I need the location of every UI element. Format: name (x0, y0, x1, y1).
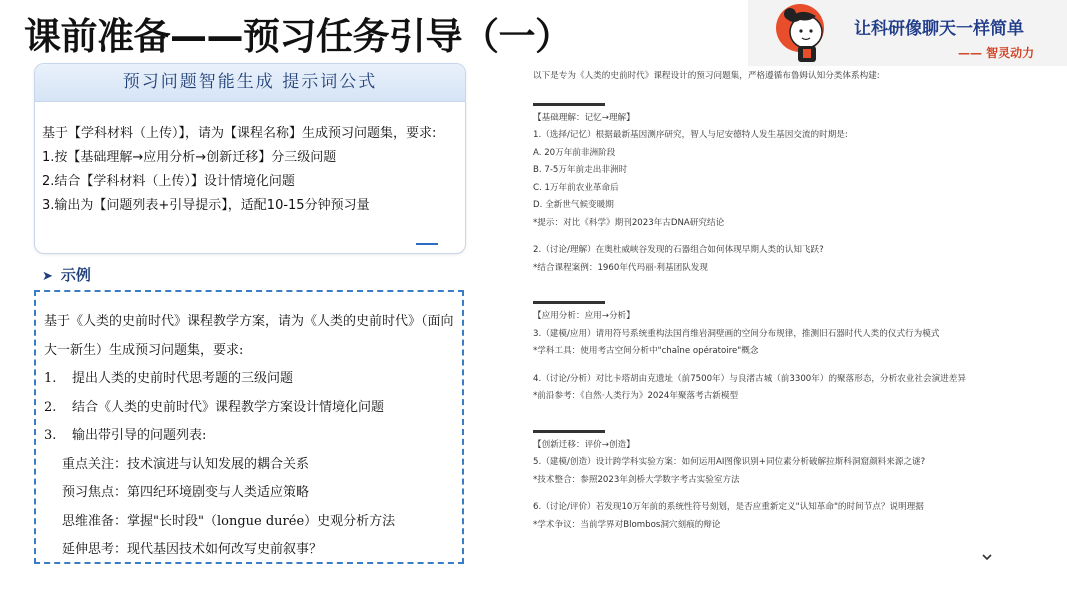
formula-header: 预习问题智能生成 提示词公式 (35, 64, 465, 102)
section-header: 【应用分析：应用→分析】 (533, 311, 635, 321)
result-line: *提示：对比《科学》期刊2023年古DNA研究结论 (533, 217, 725, 228)
brand-banner (748, 0, 1067, 66)
cartoon-mascot-icon (770, 2, 850, 64)
example-sub-item: 思维准备：掌握"长时段"（longue durée）史观分析方法 (62, 513, 396, 529)
result-line: *技术整合：参照2023年剑桥大学数字考古实验室方法 (533, 474, 740, 485)
result-line: *学科工具：使用考古空间分析中"chaîne opératoire"概念 (533, 346, 759, 356)
example-sub-item: 延伸思考：现代基因技术如何改写史前叙事？ (62, 542, 323, 557)
example-item: 1. 提出人类的史前时代思考题的三级问题 (44, 371, 294, 386)
result-line: A. 20万年前非洲阶段 (533, 147, 616, 158)
example-prompt-box (34, 290, 464, 564)
generated-result-panel (533, 68, 1013, 534)
section-divider (533, 103, 605, 106)
brand-subtitle: —— 智灵动力 (958, 46, 1035, 60)
chevron-down-icon[interactable] (980, 550, 994, 564)
result-line: 4.（讨论/分析）对比卡塔胡由克遗址（前7500年）与良渚古城（前3300年）的聚落形态，分析农业社会演进差异 (533, 373, 966, 384)
result-line: *学术争议：当前学界对Blombos洞穴刻痕的辩论 (533, 519, 721, 530)
example-item: 2. 结合《人类的史前时代》课程教学方案设计情境化问题 (44, 399, 385, 415)
section-divider (533, 430, 605, 433)
result-line: C. 1万年前农业革命后 (533, 182, 619, 193)
prompt-formula-card (34, 63, 466, 254)
example-label: 示例 (60, 266, 91, 284)
formula-line: 基于【学科材料（上传）】，请为【课程名称】生成预习问题集，要求: (42, 126, 437, 141)
result-line: 1.（选择/记忆）根据最新基因测序研究，智人与尼安德特人发生基因交流的时期是: (533, 130, 848, 140)
decorative-dash (416, 243, 438, 245)
example-intro: 基于《人类的史前时代》课程教学方案，请为《人类的史前时代》（面向大一新生）生成预习问题集，要求: (44, 314, 454, 358)
formula-line: 1.按【基础理解→应用分析→创新迁移】分三级问题 (42, 150, 337, 165)
section-header: 【基础理解：记忆→理解】 (533, 112, 635, 123)
result-line: 6.（讨论/评价）若发现10万年前的系统性符号刻划，是否应重新定义"认知革命"的时间节点？说明理据 (533, 502, 924, 512)
section-header: 【创新迁移：评价→创造】 (533, 439, 635, 450)
example-sub-item: 预习焦点：第四纪环境剧变与人类适应策略 (62, 485, 310, 500)
result-line: 2.（讨论/理解）在奥杜威峡谷发现的石器组合如何体现早期人类的认知飞跃? (533, 245, 824, 255)
result-line: B. 7-5万年前走出非洲时 (533, 165, 628, 175)
result-intro: 以下是专为《人类的史前时代》课程设计的预习问题集，严格遵循布鲁姆认知分类体系构建: (533, 71, 880, 81)
formula-line: 3.输出为【问题列表+引导提示】，适配10-15分钟预习量 (42, 198, 370, 213)
formula-line: 2.结合【学科材料（上传）】设计情境化问题 (42, 174, 295, 189)
example-heading (42, 264, 91, 285)
result-line: D. 全新世气候变暖期 (533, 200, 614, 210)
arrow-bullet-icon: ➤ (42, 269, 53, 284)
result-line: *结合课程案例：1960年代玛丽·利基团队发现 (533, 262, 708, 273)
section-divider (533, 301, 605, 304)
result-line: 5.（建模/创造）设计跨学科实验方案：如何运用AI图像识别+同位素分析破解拉斯科洞窟颜料来源之谜? (533, 457, 926, 467)
brand-slogan: 让科研像聊天一样简单 (854, 19, 1024, 39)
example-sub-item: 重点关注：技术演进与认知发展的耦合关系 (62, 456, 310, 472)
formula-body (35, 102, 465, 218)
example-item: 3. 输出带引导的问题列表: (44, 428, 207, 443)
page-title: 课前准备——预习任务引导（一） (24, 15, 572, 58)
result-line: 3.（建模/应用）请用符号系统重构法国肖维岩洞壁画的空间分布规律，推测旧石器时代人类的仪式行为模式 (533, 328, 940, 339)
result-line: *前沿参考：《自然·人类行为》2024年聚落考古新模型 (533, 391, 739, 401)
